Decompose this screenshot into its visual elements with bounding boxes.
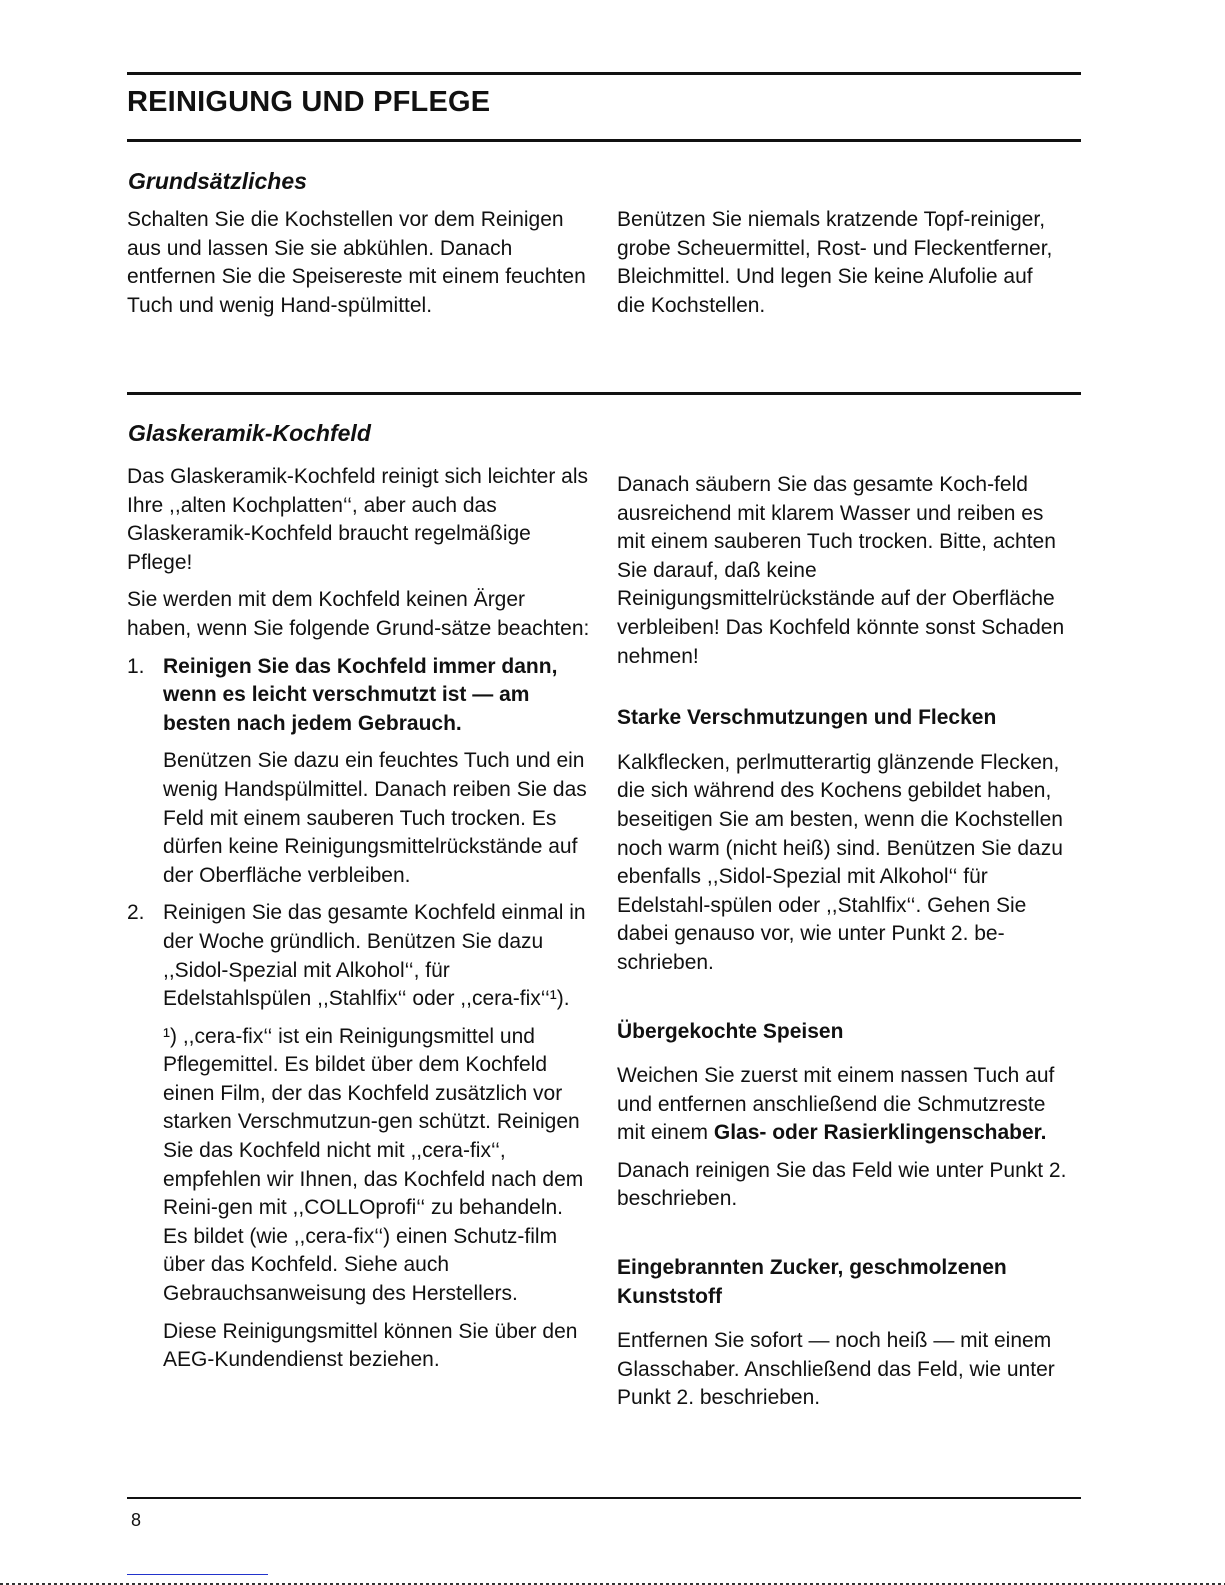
grundsaetzliches-right-text: Benützen Sie niemals kratzende Topf-reiniger, grobe Scheuermittel, Rost- und Fleckentferner, Bleichmittel. Und legen Sie keine Alufolie auf die Kochstellen. (617, 208, 1053, 317)
list-item-2-note: Diese Reinigungsmittel können Sie über den AEG-Kundendienst beziehen. (163, 1319, 578, 1372)
grundsaetzliches-left-column (127, 206, 597, 320)
grundsaetzliches-left-text: Schalten Sie die Kochstellen vor dem Reinigen aus und lassen Sie sie abkühlen. Danach entfernen Sie die Speisereste mit einem feuchten Tuch und wenig Hand-spülmittel. (127, 208, 586, 317)
list-item-2 (127, 899, 592, 1375)
subsection-text-bold: Glas- oder Rasierklingenschaber. (713, 1121, 1047, 1145)
list-number: 2. (127, 901, 145, 925)
section-heading-glaskeramik: Glaskeramik-Kochfeld (128, 420, 371, 446)
list-item-1 (127, 653, 592, 891)
title-rule (127, 139, 1081, 142)
subsection-text-uebergekochte-speisen-2: Danach reinigen Sie das Feld wie unter Punkt 2. beschrieben. (617, 1158, 1067, 1211)
page-title: REINIGUNG UND PFLEGE (127, 86, 491, 118)
list-item-1-bold: Reinigen Sie das Kochfeld immer dann, wenn es leicht verschmutzt ist — am besten nach jedem Gebrauch. (163, 654, 558, 735)
top-rule (127, 72, 1081, 75)
subsection-text-eingebrannten-zucker: Entfernen Sie sofort — noch heiß — mit einem Glasschaber. Anschließend das Feld, wie unter Punkt 2. beschrieben. (617, 1329, 1055, 1410)
glaskeramik-left-column (127, 463, 592, 1375)
subsection-heading-starke-verschmutzungen: Starke Verschmutzungen und Flecken (617, 706, 997, 730)
list-item-2-text: Reinigen Sie das gesamte Kochfeld einmal in der Woche gründlich. Benützen Sie dazu ,,Sidol-Spezial mit Alkohol‘‘, für Edelstahlspülen ,,Stahlfix‘‘ oder ,,cera-fix‘‘¹). (163, 901, 586, 1011)
glaskeramik-intro-2: Sie werden mit dem Kochfeld keinen Ärger haben, wenn Sie folgende Grund-sätze beachten: (127, 588, 590, 640)
section-rule (127, 392, 1081, 395)
list-item-1-text: Benützen Sie dazu ein feuchtes Tuch und ein wenig Handspülmittel. Danach reiben Sie das Feld mit einem sauberen Tuch trocken. Es dürfen keine Reinigungsmittelrückstände auf der Oberfläche verbleiben. (163, 749, 587, 887)
subsection-text-starke-verschmutzungen: Kalkflecken, perlmutterartig glänzende Flecken, die sich während des Kochens gebildet haben, beseitigen Sie am besten, wenn die Kochstellen noch warm (nicht heiß) sind. Benützen Sie dazu ebenfalls ,,Sidol-Spezial mit Alkohol‘‘ für Edelstahl-spülen oder ,,Stahlfix‘‘. Gehen Sie dabei genauso vor, wie unter Punkt 2. be-schrieben. (617, 750, 1063, 974)
grundsaetzliches-right-column (617, 206, 1057, 320)
subsection-heading-uebergekochte-speisen: Übergekochte Speisen (617, 1019, 844, 1043)
subsection-text-uebergekochte-speisen (617, 1062, 1072, 1148)
footer-rule (127, 1497, 1081, 1499)
scan-artifact-line (127, 1574, 268, 1575)
list-number: 1. (127, 654, 145, 678)
glaskeramik-right-intro: Danach säubern Sie das gesamte Koch-feld ausreichend mit klarem Wasser und reiben es mit einem sauberen Tuch trocken. Bitte, achten Sie darauf, daß keine Reinigungsmittelrückstände auf der Oberfläche verbleiben! Das Kochfeld könnte sonst Schaden nehmen! (617, 473, 1065, 668)
section-heading-grundsaetzliches: Grundsätzliches (128, 168, 307, 194)
subsection-heading-eingebrannten-zucker: Eingebrannten Zucker, geschmolzenen Kunststoff (617, 1256, 1007, 1308)
glaskeramik-intro-1: Das Glaskeramik-Kochfeld reinigt sich leichter als Ihre ,,alten Kochplatten‘‘, aber auch das Glaskeramik-Kochfeld braucht regelmäßige Pflege! (127, 465, 589, 574)
subsection-text-part: Weichen Sie zuerst mit einem nassen Tuch auf und entfernen anschließend die Schmutzreste mit einem (617, 1064, 1055, 1145)
page-number: 8 (131, 1510, 142, 1530)
glaskeramik-right-column (617, 471, 1072, 1413)
footnote: ¹) ,,cera-fix‘‘ ist ein Reinigungsmittel und Pflegemittel. Es bildet über dem Kochfeld einen Film, der das Kochfeld zusätzlich vor starken Verschmutzun-gen schützt. Reinigen Sie das Kochfeld nicht mit ,,cera-fix‘‘, empfehlen wir Ihnen, das Kochfeld nach dem Reini-gen mit ,,COLLOprofi‘‘ zu behandeln. Es bildet (wie ,,cera-fix‘‘) einen Schutz-film über das Kochfeld. Siehe auch Gebrauchsanweisung des Herstellers. (163, 1024, 584, 1306)
